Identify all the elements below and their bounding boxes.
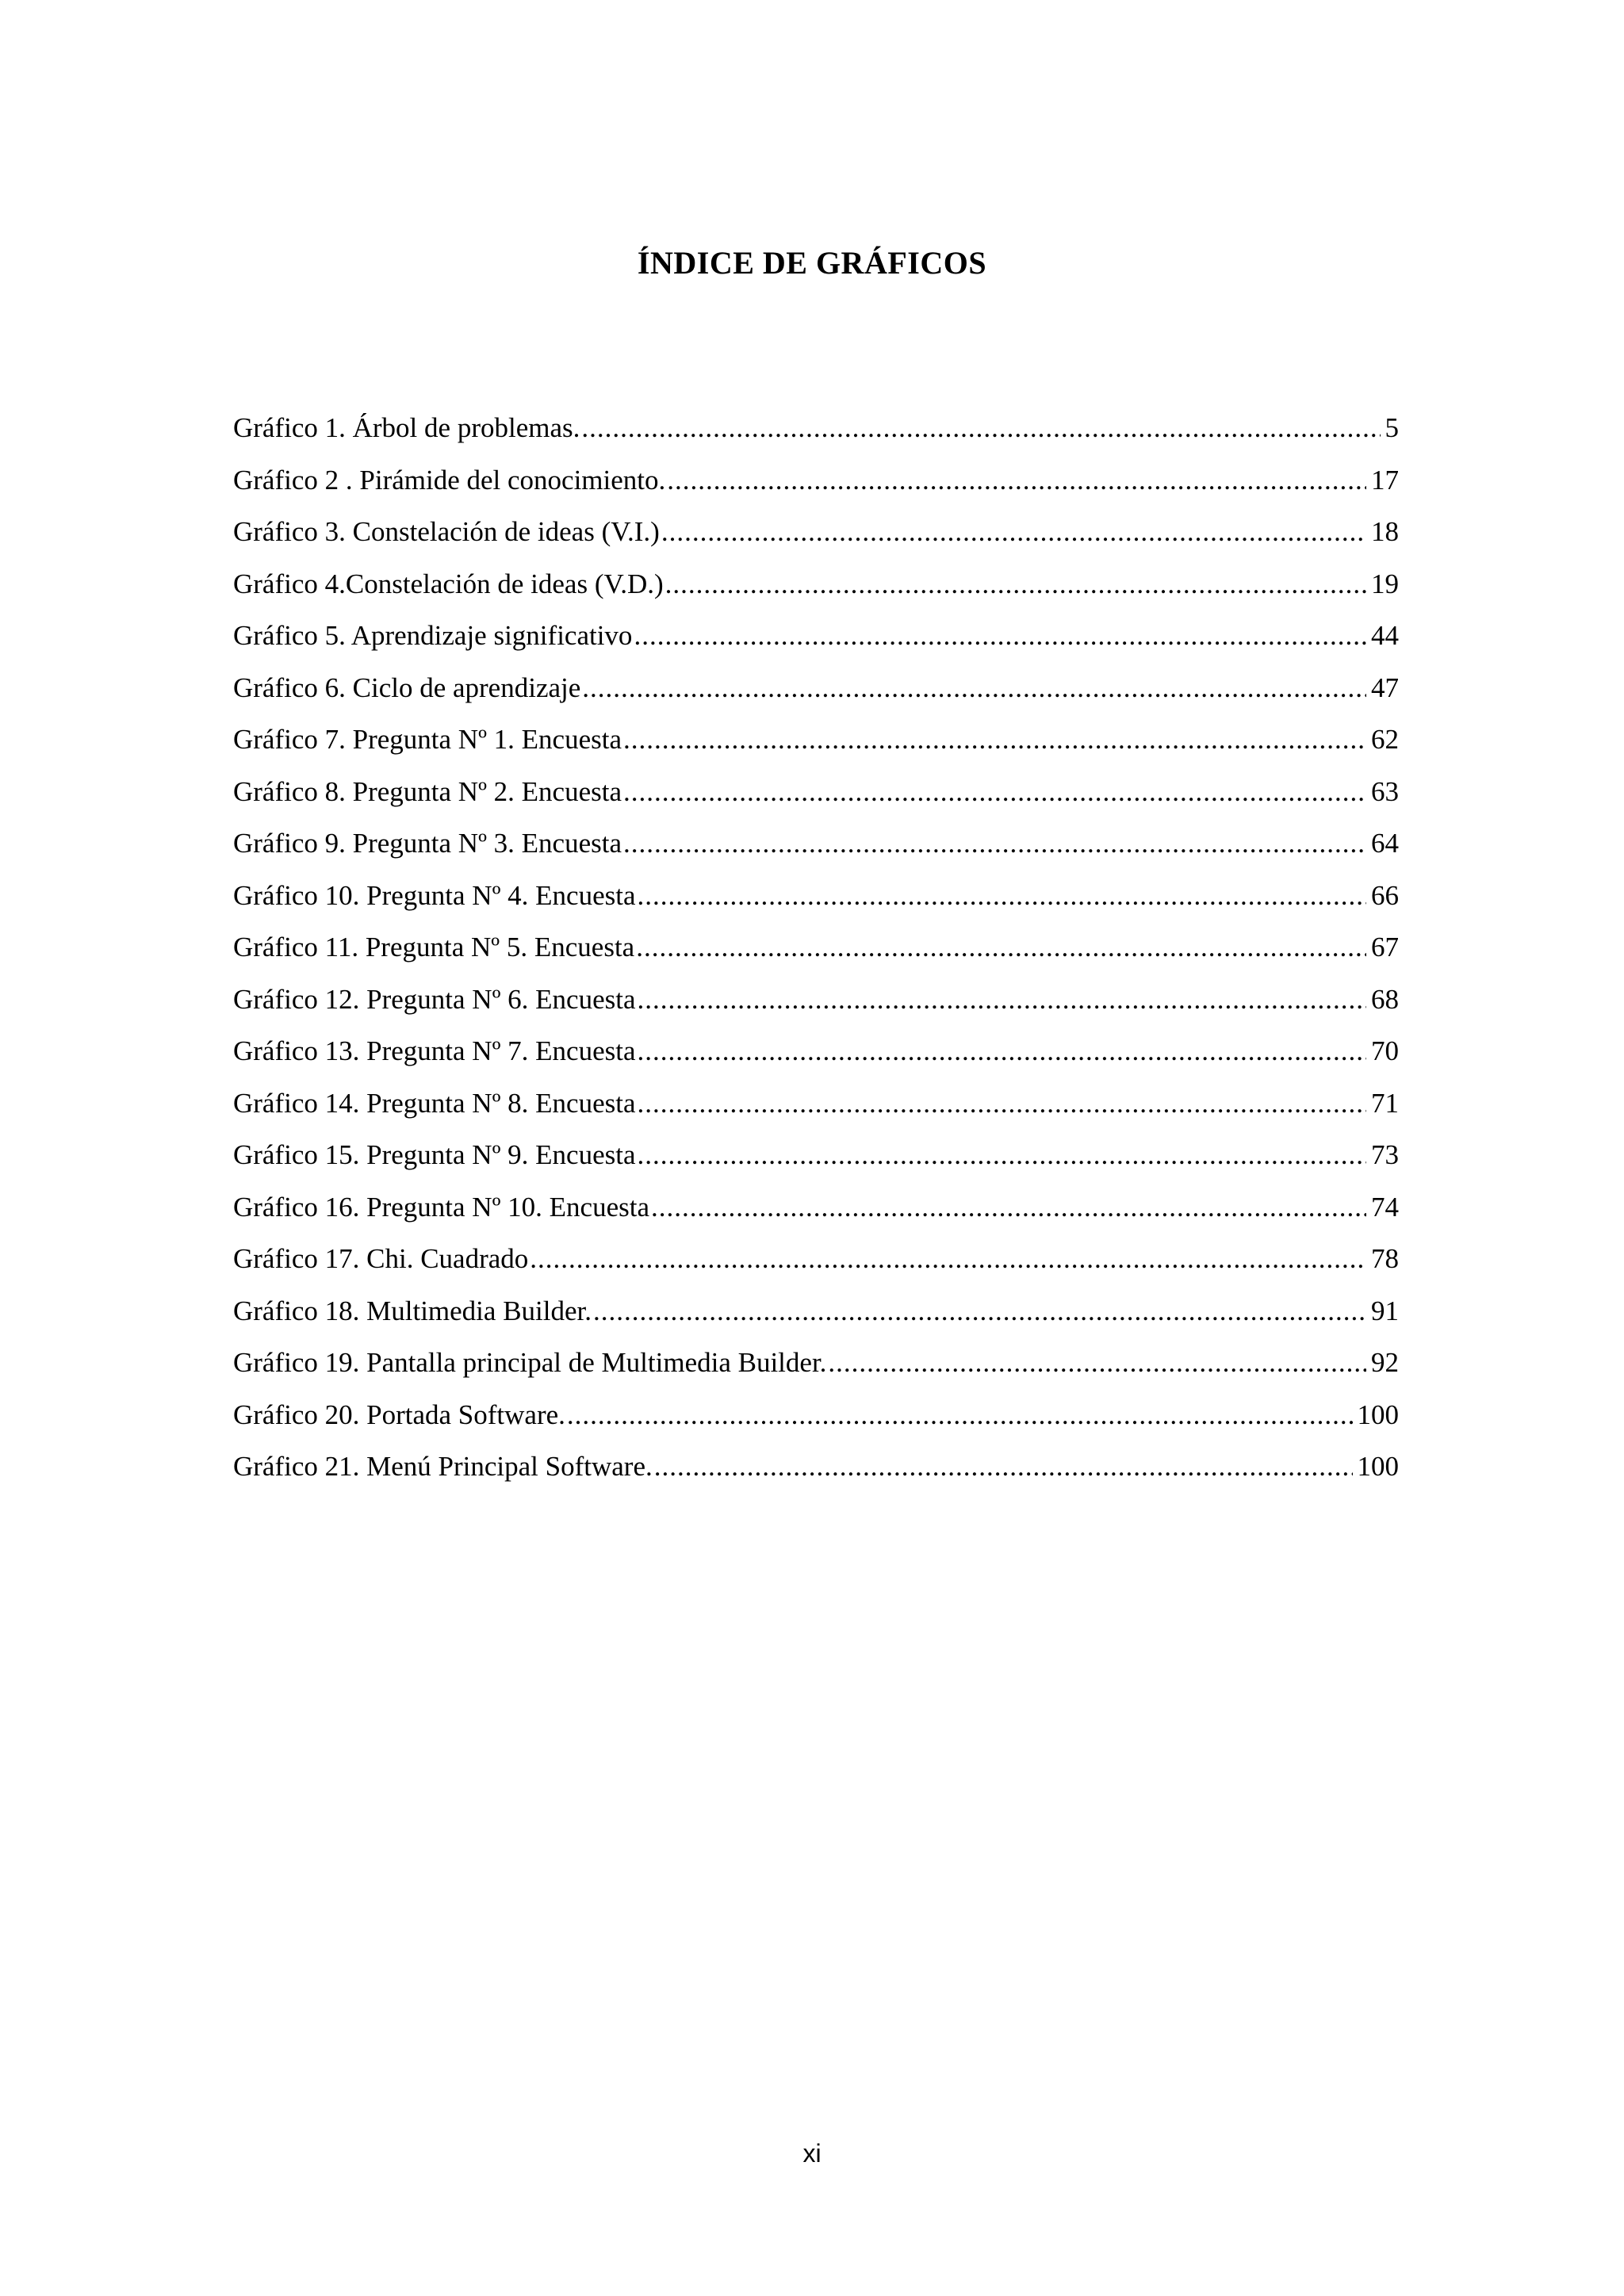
toc-entry-page: 73 <box>1371 1139 1399 1170</box>
toc-entry-label: Gráfico 10. Pregunta Nº 4. Encuesta <box>233 879 636 911</box>
toc-leader-dots <box>665 568 1366 600</box>
toc-entry-label: Gráfico 9. Pregunta Nº 3. Encuesta <box>233 828 622 859</box>
toc-entry[interactable] <box>233 1295 1399 1348</box>
toc-entry-label: Gráfico 7. Pregunta Nº 1. Encuesta <box>233 724 622 755</box>
toc-leader-dots <box>636 932 1366 963</box>
toc-entry-page: 44 <box>1371 620 1399 651</box>
toc-entry-label: Gráfico 12. Pregunta Nº 6. Encuesta <box>233 983 636 1015</box>
toc-entry-label: Gráfico 1. Árbol de problemas. <box>233 412 580 443</box>
toc-entry[interactable] <box>233 1088 1399 1140</box>
toc-leader-dots <box>638 984 1367 1016</box>
toc-entry[interactable] <box>233 1451 1399 1503</box>
toc-entry-page: 62 <box>1371 724 1399 755</box>
toc-leader-dots <box>567 1399 1353 1431</box>
toc-entry-page: 71 <box>1371 1087 1399 1119</box>
toc-entry-page: 74 <box>1371 1191 1399 1223</box>
toc-entry-label: Gráfico 15. Pregunta Nº 9. Encuesta <box>233 1139 636 1170</box>
toc-leader-dots <box>638 1088 1367 1119</box>
toc-entry-page: 67 <box>1371 932 1399 962</box>
toc-entry[interactable] <box>233 672 1399 725</box>
toc-entry[interactable] <box>233 620 1399 672</box>
toc-entry-label: Gráfico 6. Ciclo de aprendizaje <box>233 672 581 703</box>
toc-entry-page: 18 <box>1371 516 1399 547</box>
toc-leader-dots <box>634 620 1366 652</box>
toc-entry-page: 17 <box>1371 464 1399 496</box>
table-of-figures <box>233 412 1399 1503</box>
toc-entry-label: Gráfico 2 . Pirámide del conocimiento. <box>233 464 666 496</box>
toc-entry-page: 91 <box>1371 1295 1399 1326</box>
toc-entry-label: Gráfico 14. Pregunta Nº 8. Encuesta <box>233 1087 636 1119</box>
toc-entry[interactable] <box>233 465 1399 517</box>
toc-leader-dots <box>582 672 1366 704</box>
toc-entry-label: Gráfico 19. Pantalla principal de Multimedia Builder. <box>233 1347 827 1378</box>
toc-entry-label: Gráfico 11. Pregunta Nº 5. Encuesta <box>233 932 635 962</box>
toc-leader-dots <box>530 1243 1366 1275</box>
toc-entry[interactable] <box>233 932 1399 984</box>
toc-entry-label: Gráfico 4.Constelación de ideas (V.D.) <box>233 568 664 599</box>
toc-entry[interactable] <box>233 1192 1399 1244</box>
toc-entry-label: Gráfico 21. Menú Principal Software. <box>233 1451 653 1482</box>
toc-entry[interactable] <box>233 724 1399 776</box>
toc-entry-page: 64 <box>1371 828 1399 859</box>
toc-entry[interactable] <box>233 880 1399 932</box>
toc-entry-page: 92 <box>1371 1347 1399 1378</box>
toc-entry-label: Gráfico 16. Pregunta Nº 10. Encuesta <box>233 1191 649 1223</box>
toc-entry-page: 63 <box>1371 775 1399 807</box>
toc-leader-dots <box>828 1347 1366 1379</box>
toc-entry-page: 78 <box>1371 1243 1399 1274</box>
toc-entry[interactable] <box>233 828 1399 880</box>
toc-entry-page: 68 <box>1371 983 1399 1015</box>
toc-entry-label: Gráfico 8. Pregunta Nº 2. Encuesta <box>233 775 622 807</box>
toc-entry[interactable] <box>233 1139 1399 1192</box>
toc-leader-dots <box>593 1295 1366 1327</box>
toc-entry-label: Gráfico 5. Aprendizaje significativo <box>233 620 633 651</box>
toc-entry-label: Gráfico 18. Multimedia Builder. <box>233 1295 592 1326</box>
toc-entry-page: 66 <box>1371 879 1399 911</box>
toc-entry-label: Gráfico 3. Constelación de ideas (V.I.) <box>233 516 660 547</box>
toc-leader-dots <box>638 880 1367 912</box>
toc-leader-dots <box>651 1192 1366 1223</box>
toc-entry-label: Gráfico 17. Chi. Cuadrado <box>233 1243 529 1274</box>
toc-entry[interactable] <box>233 1399 1399 1452</box>
toc-leader-dots <box>638 1035 1367 1067</box>
toc-leader-dots <box>667 465 1366 496</box>
toc-entry[interactable] <box>233 1347 1399 1399</box>
toc-leader-dots <box>623 776 1366 808</box>
toc-leader-dots <box>661 516 1366 548</box>
toc-entry-page: 100 <box>1357 1399 1399 1430</box>
toc-entry-page: 100 <box>1357 1451 1399 1482</box>
toc-leader-dots <box>654 1451 1353 1483</box>
toc-leader-dots <box>623 828 1366 859</box>
toc-entry[interactable] <box>233 568 1399 621</box>
toc-entry[interactable] <box>233 516 1399 568</box>
toc-leader-dots <box>638 1139 1367 1171</box>
toc-entry-page: 19 <box>1371 568 1399 599</box>
page-title: ÍNDICE DE GRÁFICOS <box>637 245 987 281</box>
toc-entry-label: Gráfico 20. Portada Software. <box>233 1399 565 1430</box>
page-number: xi <box>802 2139 822 2168</box>
toc-entry-page: 5 <box>1385 412 1399 443</box>
toc-entry[interactable] <box>233 984 1399 1036</box>
toc-entry[interactable] <box>233 412 1399 465</box>
toc-entry-page: 47 <box>1371 672 1399 703</box>
toc-entry[interactable] <box>233 1243 1399 1295</box>
toc-leader-dots <box>581 412 1380 444</box>
toc-leader-dots <box>623 724 1366 756</box>
toc-entry[interactable] <box>233 1035 1399 1088</box>
toc-entry[interactable] <box>233 776 1399 828</box>
toc-entry-label: Gráfico 13. Pregunta Nº 7. Encuesta <box>233 1035 636 1066</box>
toc-entry-page: 70 <box>1371 1035 1399 1066</box>
